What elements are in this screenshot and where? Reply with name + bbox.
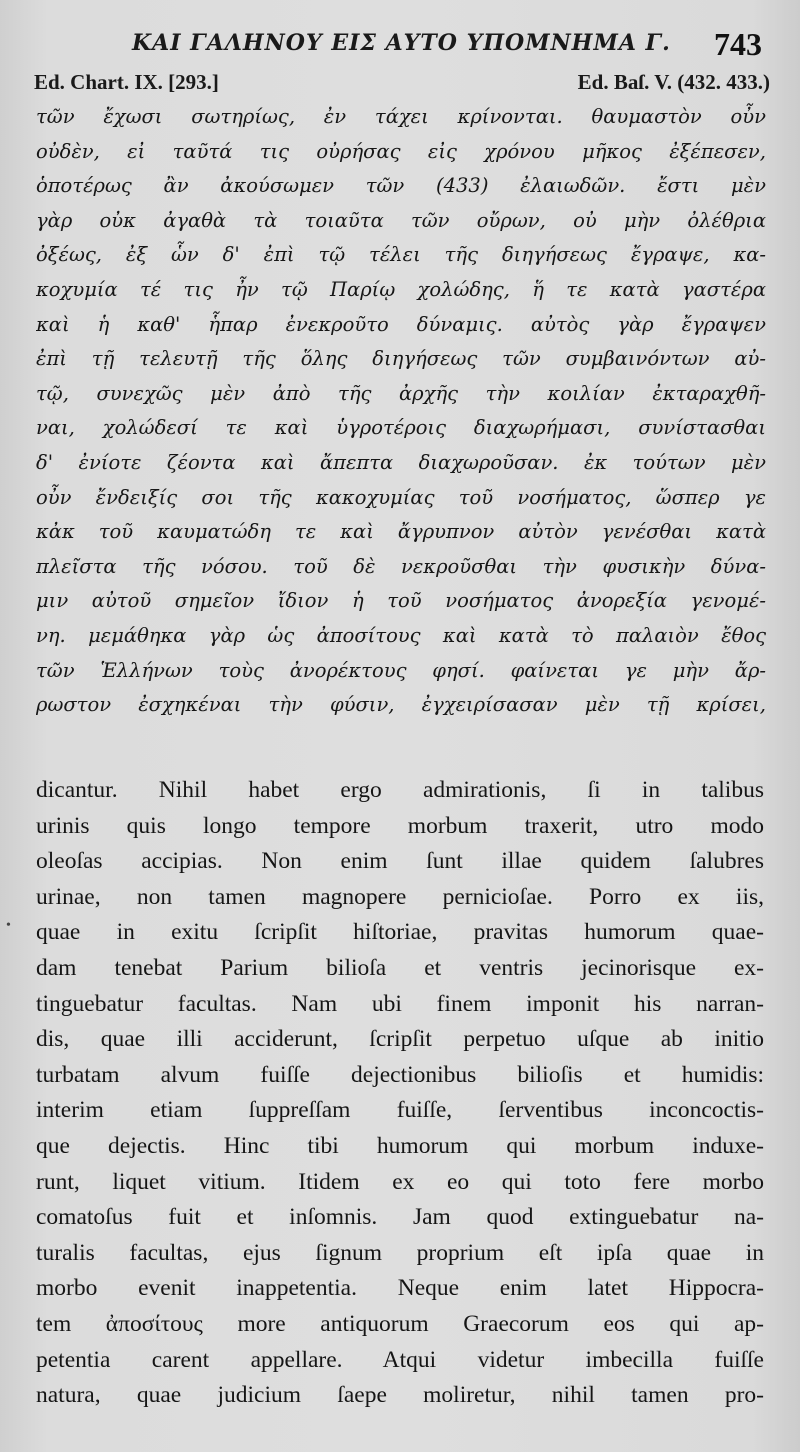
text-line: runt, liquet vitium. Itidem ex eo qui toto fere morbo xyxy=(36,1168,764,1195)
running-head xyxy=(0,26,800,66)
text-line: urinis quis longo tempore morbum traxerit, utro modo xyxy=(36,812,764,839)
text-line: νη. μεμάθηκα γὰρ ὡς ἀποσίτους καὶ κατὰ τὸ παλαιὸν ἔθος xyxy=(36,623,766,647)
text-line: κοχυμία τέ τις ἦν τῷ Παρίῳ χολώδης, ἥ τε κατὰ γαστέρα xyxy=(36,277,766,301)
text-line: dam tenebat Parium bilioſa et ventris jecinorisque ex- xyxy=(36,954,764,981)
edition-references xyxy=(34,70,770,100)
text-line: que dejectis. Hinc tibi humorum qui morbum induxe- xyxy=(36,1132,764,1159)
text-line: comatoſus fuit et inſomnis. Jam quod extinguebatur na- xyxy=(36,1204,764,1231)
text-line: tem ἀποσίτους more antiquorum Graecorum eos qui ap- xyxy=(36,1310,764,1337)
text-line: dicantur. Nihil habet ergo admirationis, ſi in talibus xyxy=(36,777,764,803)
text-line: dis, quae illi acciderunt, ſcripſit perpetuo uſque ab initio xyxy=(36,1026,764,1053)
margin-mark: • xyxy=(6,918,11,933)
text-line: tinguebatur facultas. Nam ubi finem imponit his narran- xyxy=(36,990,764,1017)
page-number: 743 xyxy=(714,26,762,62)
text-line: πλεῖστα τῆς νόσου. τοῦ δὲ νεκροῦσθαι τὴν φυσικὴν δύνα- xyxy=(36,554,766,578)
text-line: interim etiam ſuppreſſam fuiſſe, ſerventibus inconcoctis- xyxy=(36,1097,764,1124)
edition-chart-reference: Ed. Chart. IX. [293.] xyxy=(34,70,219,94)
running-title: ΚΑΙ ΓΑΛΗΝΟΥ ΕΙΣ ΑΥΤΟ ΥΠΟΜΝΗΜΑ Γ. xyxy=(132,30,671,56)
text-line: quae in exitu ſcripſit hiſtoriae, pravitas humorum quae- xyxy=(36,919,764,946)
text-line: ὁποτέρως ἂν ἀκούσωμεν τῶν (433) ἐλαιωδῶν. ἔστι μὲν xyxy=(36,174,766,198)
latin-text-block xyxy=(36,773,764,1414)
text-line: ναι, χολώδεσί τε καὶ ὑγροτέροις διαχωρήμασι, συνίστασθαι xyxy=(36,416,766,440)
text-line: οὐδὲν, εἰ ταῦτά τις οὐρήσας εἰς χρόνου μῆκος ἐξέπεσεν, xyxy=(36,139,766,163)
greek-text-block xyxy=(36,100,766,723)
text-line: petentia carent appellare. Atqui videtur imbecilla fuiſſe xyxy=(36,1346,764,1373)
text-line: δ' ἐνίοτε ζέοντα καὶ ἄπεπτα διαχωροῦσαν. ἐκ τούτων μὲν xyxy=(36,450,766,474)
text-line: natura, quae judicium ſaepe moliretur, nihil tamen pro- xyxy=(36,1382,764,1409)
text-line: turbatam alvum fuiſſe dejectionibus bilioſis et humidis: xyxy=(36,1061,764,1088)
text-line: μιν αὐτοῦ σημεῖον ἴδιον ἡ τοῦ νοσήματος ἀνορεξία γενομέ- xyxy=(36,589,766,613)
text-line: καὶ ἡ καθ' ἧπαρ ἐνεκροῦτο δύναμις. αὐτὸς γὰρ ἔγραψεν xyxy=(36,312,766,336)
text-line: κἀκ τοῦ καυματώδη τε καὶ ἄγρυπνον αὐτὸν γενέσθαι κατὰ xyxy=(36,520,766,544)
text-line: τῶν Ἑλλήνων τοὺς ἀνορέκτους φησί. φαίνεται γε μὴν ἄρ- xyxy=(36,658,766,682)
text-line: ἐπὶ τῇ τελευτῇ τῆς ὅλης διηγήσεως τῶν συμβαινόντων αὐ- xyxy=(36,347,766,371)
edition-basel-reference: Ed. Baſ. V. (432. 433.) xyxy=(577,70,770,94)
text-line: oleoſas accipias. Non enim ſunt illae quidem ſalubres xyxy=(36,848,764,875)
text-line: γὰρ οὐκ ἀγαθὰ τὰ τοιαῦτα τῶν οὔρων, οὐ μὴν ὀλέθρια xyxy=(36,208,766,232)
text-line: morbo evenit inappetentia. Neque enim latet Hippocra- xyxy=(36,1275,764,1302)
text-line: τῶν ἔχωσι σωτηρίως, ἐν τάχει κρίνονται. θαυμαστὸν οὖν xyxy=(36,105,766,128)
text-line: urinae, non tamen magnopere pernicioſae. Porro ex iis, xyxy=(36,883,764,910)
text-line: οὖν ἔνδειξίς σοι τῆς κακοχυμίας τοῦ νοσήματος, ὥσπερ γε xyxy=(36,485,766,509)
text-line: ὀξέως, ἐξ ὧν δ' ἐπὶ τῷ τέλει τῆς διηγήσεως ἔγραψε, κα- xyxy=(36,243,766,267)
text-line: turalis facultas, ejus ſignum proprium eſt ipſa quae in xyxy=(36,1239,764,1266)
text-line: ρωστον ἐσχηκέναι τὴν φύσιν, ἐγχειρίσασαν μὲν τῇ κρίσει, xyxy=(36,693,766,717)
text-line: τῷ, συνεχῶς μὲν ἀπὸ τῆς ἀρχῆς τὴν κοιλίαν ἐκταραχθῆ- xyxy=(36,381,766,405)
